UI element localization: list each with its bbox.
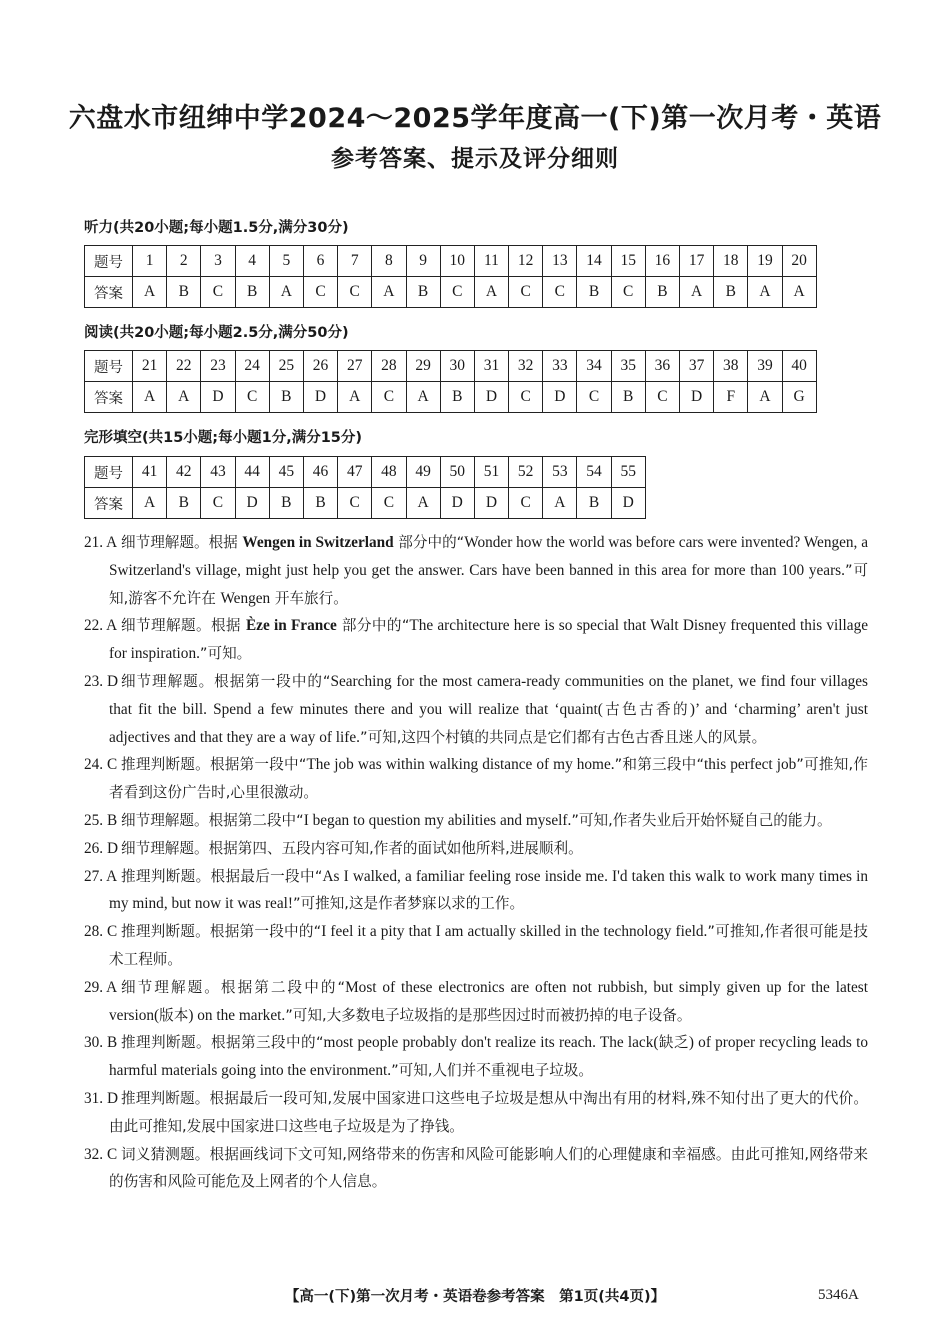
answer-cell: D xyxy=(303,382,337,413)
answer-cell: D xyxy=(201,382,235,413)
question-number: 8 xyxy=(372,246,406,277)
text-run: As I walked, a familiar feeling rose inside me. I'd taken this walk to work many times in my mind, but now it was real! xyxy=(109,867,868,913)
question-number: 31 xyxy=(474,351,508,382)
explanation-item xyxy=(84,974,868,1030)
explanation-item xyxy=(84,807,868,835)
answer-cell: A xyxy=(406,382,440,413)
question-number: 37 xyxy=(680,351,714,382)
answer-cell: A xyxy=(133,488,167,519)
text-run: ”可推知,作者很可能是技术工程师。 xyxy=(109,923,869,968)
section-name: Wengen in Switzerland xyxy=(242,534,394,551)
question-label: 24. C xyxy=(84,756,118,774)
answer-cell: D xyxy=(474,382,508,413)
text-run: 古色古香的 xyxy=(602,700,690,718)
question-number: 50 xyxy=(440,457,474,488)
explanation-item xyxy=(84,751,868,807)
text-run: 缺乏 xyxy=(658,1034,689,1052)
question-number: 11 xyxy=(474,246,508,277)
question-number: 16 xyxy=(645,246,679,277)
answer-cell: B xyxy=(167,277,201,308)
text-run: ”可知。 xyxy=(199,645,252,663)
question-number: 15 xyxy=(611,246,645,277)
text-run: 细节理解题。根据第四、五段内容可知,作者的面试如他所料,进展顺利。 xyxy=(121,839,583,857)
question-number: 6 xyxy=(303,246,337,277)
answer-cell: D xyxy=(611,488,645,519)
answer-cell: A xyxy=(748,277,782,308)
question-label: 29. A xyxy=(84,978,118,996)
text-run: I began to question my abilities and myself. xyxy=(303,811,572,829)
text-run: 推理判断题。根据第一段中“ xyxy=(121,756,307,774)
text-run: 细节理解题。根据第二段中的“ xyxy=(121,978,346,996)
text-run: this perfect job xyxy=(704,756,797,774)
answer-row xyxy=(85,277,817,308)
explanation-text xyxy=(109,534,868,607)
answer-cell: C xyxy=(509,488,543,519)
question-number: 44 xyxy=(235,457,269,488)
text-run: The architecture here is so special that Walt Disney frequented this village for inspiration. xyxy=(109,617,869,663)
question-number: 46 xyxy=(303,457,337,488)
question-number: 47 xyxy=(338,457,372,488)
explanation-text xyxy=(109,1034,868,1079)
explanation-item xyxy=(84,1029,868,1085)
paper-code: 5346A xyxy=(818,1287,859,1303)
text-run: 细节理解题。根据 xyxy=(121,617,246,635)
question-number: 19 xyxy=(748,246,782,277)
text-run: I feel it a pity that I am actually skilled in the technology field. xyxy=(321,923,708,941)
answer-cell: D xyxy=(543,382,577,413)
answer-cell: A xyxy=(748,382,782,413)
explanation-text xyxy=(109,617,868,662)
question-label: 32. C xyxy=(84,1145,118,1163)
answer-cell: B xyxy=(406,277,440,308)
text-run: ”可知,这四个村镇的共同点是它们都有古色古香且迷人的风景。 xyxy=(360,728,767,746)
answer-table-reading xyxy=(84,350,817,413)
question-label: 22. A xyxy=(84,617,118,635)
answer-cell: C xyxy=(509,277,543,308)
question-number: 48 xyxy=(372,457,406,488)
exam-title: 六盘水市纽绅中学2024～2025学年度高一(下)第一次月考・英语 xyxy=(68,103,882,134)
answer-cell: C xyxy=(338,277,372,308)
text-run: ) on the market. xyxy=(188,1006,286,1024)
answer-cell: A xyxy=(474,277,508,308)
answer-cell: C xyxy=(235,382,269,413)
text-run: Most of these electronics are often not rubbish, but simply given up for the latest version( xyxy=(109,978,868,1024)
section-title-reading: 阅读(共20小题;每小题2.5分,满分50分) xyxy=(84,325,349,341)
section-title-cloze: 完形填空(共15小题;每小题1分,满分15分) xyxy=(84,430,363,446)
text-run: 版本 xyxy=(159,1006,189,1024)
answer-row xyxy=(85,488,646,519)
question-number: 21 xyxy=(133,351,167,382)
answer-cell: F xyxy=(714,382,748,413)
answer-cell: D xyxy=(440,488,474,519)
answer-cell: A xyxy=(782,277,816,308)
row-label: 题号 xyxy=(85,457,133,488)
answer-cell: A xyxy=(269,277,303,308)
answer-cell: B xyxy=(440,382,474,413)
answer-cell: C xyxy=(611,277,645,308)
section-title-listening: 听力(共20小题;每小题1.5分,满分30分) xyxy=(84,220,349,236)
text-run: The job was within walking distance of my home. xyxy=(306,756,615,774)
question-number: 13 xyxy=(543,246,577,277)
text-run: 部分中的“ xyxy=(336,617,410,635)
question-number: 40 xyxy=(782,351,816,382)
explanation-text xyxy=(109,812,832,829)
text-run: Wengen xyxy=(220,589,271,607)
text-run: ”可知,人们并不重视电子垃圾。 xyxy=(391,1062,593,1080)
answer-cell: C xyxy=(372,488,406,519)
row-label: 答案 xyxy=(85,277,133,308)
row-label: 答案 xyxy=(85,382,133,413)
question-number: 33 xyxy=(543,351,577,382)
answer-cell: C xyxy=(543,277,577,308)
question-number: 53 xyxy=(543,457,577,488)
question-number: 54 xyxy=(577,457,611,488)
explanation-text xyxy=(109,979,868,1024)
question-number: 10 xyxy=(440,246,474,277)
answer-cell: D xyxy=(680,382,714,413)
answer-cell: A xyxy=(167,382,201,413)
answer-cell: B xyxy=(714,277,748,308)
answer-cell: A xyxy=(133,382,167,413)
explanation-text xyxy=(109,923,868,968)
question-label: 25. B xyxy=(84,811,118,829)
answer-cell: B xyxy=(645,277,679,308)
question-number: 32 xyxy=(509,351,543,382)
question-number: 2 xyxy=(167,246,201,277)
answer-cell: C xyxy=(372,382,406,413)
explanation-text xyxy=(109,840,583,857)
explanation-list xyxy=(84,529,868,1196)
answer-cell: C xyxy=(440,277,474,308)
answer-cell: C xyxy=(509,382,543,413)
answer-cell: C xyxy=(201,488,235,519)
question-number: 17 xyxy=(680,246,714,277)
question-number: 39 xyxy=(748,351,782,382)
explanation-item xyxy=(84,612,868,668)
question-number: 45 xyxy=(269,457,303,488)
text-run: 细节理解题。根据 xyxy=(121,534,243,551)
question-number: 20 xyxy=(782,246,816,277)
explanation-text xyxy=(109,868,868,913)
text-run: )’ and ‘charming’ aren't just adjectives and that they are a way of life. xyxy=(109,700,868,746)
question-label: 21. A xyxy=(84,534,118,551)
number-row xyxy=(85,351,817,382)
row-label: 题号 xyxy=(85,246,133,277)
question-number: 52 xyxy=(509,457,543,488)
question-number: 9 xyxy=(406,246,440,277)
text-run: ) of proper recycling leads to harmful materials going into the environment. xyxy=(109,1034,868,1080)
question-label: 30. B xyxy=(84,1034,118,1052)
question-number: 3 xyxy=(201,246,235,277)
explanation-item xyxy=(84,835,868,863)
question-number: 5 xyxy=(269,246,303,277)
answer-table-cloze xyxy=(84,456,646,519)
section-name: Èze in France xyxy=(245,617,337,635)
answer-row xyxy=(85,382,817,413)
answer-cell: A xyxy=(680,277,714,308)
question-number: 24 xyxy=(235,351,269,382)
question-number: 28 xyxy=(372,351,406,382)
number-row xyxy=(85,246,817,277)
question-number: 43 xyxy=(201,457,235,488)
answer-cell: C xyxy=(577,382,611,413)
text-run: Wonder how the world was before cars were invented? Wengen, a Switzerland's village, might just help you get the answer. Cars have been banned in this area for more than 100 years. xyxy=(109,534,868,579)
answer-cell: A xyxy=(543,488,577,519)
question-number: 35 xyxy=(611,351,645,382)
explanation-text xyxy=(109,1090,868,1135)
explanation-item xyxy=(84,918,868,974)
answer-cell: C xyxy=(645,382,679,413)
exam-subtitle: 参考答案、提示及评分细则 xyxy=(331,146,619,172)
answer-cell: G xyxy=(782,382,816,413)
question-number: 26 xyxy=(303,351,337,382)
question-number: 7 xyxy=(338,246,372,277)
explanation-text xyxy=(109,756,868,801)
text-run: ”可推知,作者看到这份广告时,心里很激动。 xyxy=(109,756,868,802)
text-run: 部分中的“ xyxy=(393,534,465,551)
answer-cell: C xyxy=(338,488,372,519)
question-label: 23. D xyxy=(84,672,118,690)
question-number: 1 xyxy=(133,246,167,277)
text-run: ”可知,作者失业后开始怀疑自己的能力。 xyxy=(571,811,832,829)
text-run: ”和第三段中“ xyxy=(614,756,705,774)
text-run: ”可知,大多数电子垃圾指的是那些因过时而被扔掉的电子设备。 xyxy=(285,1006,692,1024)
answer-cell: B xyxy=(269,382,303,413)
question-number: 34 xyxy=(577,351,611,382)
answer-cell: C xyxy=(303,277,337,308)
text-run: 开车旅行。 xyxy=(270,589,348,607)
question-number: 23 xyxy=(201,351,235,382)
question-number: 30 xyxy=(440,351,474,382)
question-label: 28. C xyxy=(84,923,118,941)
explanation-text xyxy=(109,673,868,746)
row-label: 答案 xyxy=(85,488,133,519)
explanation-item xyxy=(84,1085,868,1141)
explanation-item xyxy=(84,863,868,919)
answer-cell: B xyxy=(577,277,611,308)
text-run: Searching for the most camera-ready communities on the planet, we find four villages that fit the bill. Spend a few minutes there and you will realize that ‘quaint( xyxy=(109,672,869,718)
text-run: 细节理解题。根据第一段中的“ xyxy=(121,672,331,690)
question-number: 36 xyxy=(645,351,679,382)
explanation-item xyxy=(84,529,868,612)
question-number: 22 xyxy=(167,351,201,382)
number-row xyxy=(85,457,646,488)
text-run: ”可知,游客不允许在 xyxy=(109,561,868,607)
question-number: 55 xyxy=(611,457,645,488)
answer-table-listening xyxy=(84,245,817,308)
question-number: 38 xyxy=(714,351,748,382)
answer-cell: A xyxy=(133,277,167,308)
question-label: 26. D xyxy=(84,839,118,857)
answer-cell: A xyxy=(338,382,372,413)
question-number: 12 xyxy=(509,246,543,277)
answer-cell: C xyxy=(201,277,235,308)
question-number: 29 xyxy=(406,351,440,382)
question-label: 27. A xyxy=(84,867,118,885)
text-run: most people probably don't realize its reach. The lack( xyxy=(323,1034,659,1052)
question-number: 14 xyxy=(577,246,611,277)
explanation-item xyxy=(84,1141,868,1197)
text-run: 推理判断题。根据第一段中的“ xyxy=(121,923,322,941)
question-number: 42 xyxy=(167,457,201,488)
question-number: 18 xyxy=(714,246,748,277)
answer-cell: A xyxy=(372,277,406,308)
text-run: 词义猜测题。根据画线词下文可知,网络带来的伤害和风险可能影响人们的心理健康和幸福感。由此可推知,网络带来的伤害和风险可能危及上网者的个人信息。 xyxy=(109,1145,868,1191)
text-run: 推理判断题。根据第三段中的“ xyxy=(121,1034,324,1052)
question-number: 27 xyxy=(338,351,372,382)
text-run: ”可推知,这是作者梦寐以求的工作。 xyxy=(292,895,525,913)
answer-cell: B xyxy=(611,382,645,413)
question-number: 49 xyxy=(406,457,440,488)
row-label: 题号 xyxy=(85,351,133,382)
answer-cell: A xyxy=(406,488,440,519)
explanation-item xyxy=(84,668,868,751)
text-run: 细节理解题。根据第二段中“ xyxy=(121,811,304,829)
question-number: 41 xyxy=(133,457,167,488)
question-number: 25 xyxy=(269,351,303,382)
page-footer: 【高一(下)第一次月考・英语卷参考答案 第1页(共4页)】 xyxy=(284,1289,666,1305)
answer-cell: D xyxy=(474,488,508,519)
answer-cell: B xyxy=(167,488,201,519)
question-number: 4 xyxy=(235,246,269,277)
explanation-text xyxy=(109,1146,868,1191)
text-run: 推理判断题。根据最后一段中“ xyxy=(121,867,323,885)
answer-cell: B xyxy=(269,488,303,519)
answer-cell: B xyxy=(235,277,269,308)
answer-cell: D xyxy=(235,488,269,519)
question-number: 51 xyxy=(474,457,508,488)
answer-cell: B xyxy=(303,488,337,519)
answer-cell: B xyxy=(577,488,611,519)
text-run: 推理判断题。根据最后一段可知,发展中国家进口这些电子垃圾是想从中淘出有用的材料,殊不知付出了更大的代价。由此可推知,发展中国家进口这些电子垃圾是为了挣钱。 xyxy=(109,1089,868,1135)
question-label: 31. D xyxy=(84,1089,118,1107)
